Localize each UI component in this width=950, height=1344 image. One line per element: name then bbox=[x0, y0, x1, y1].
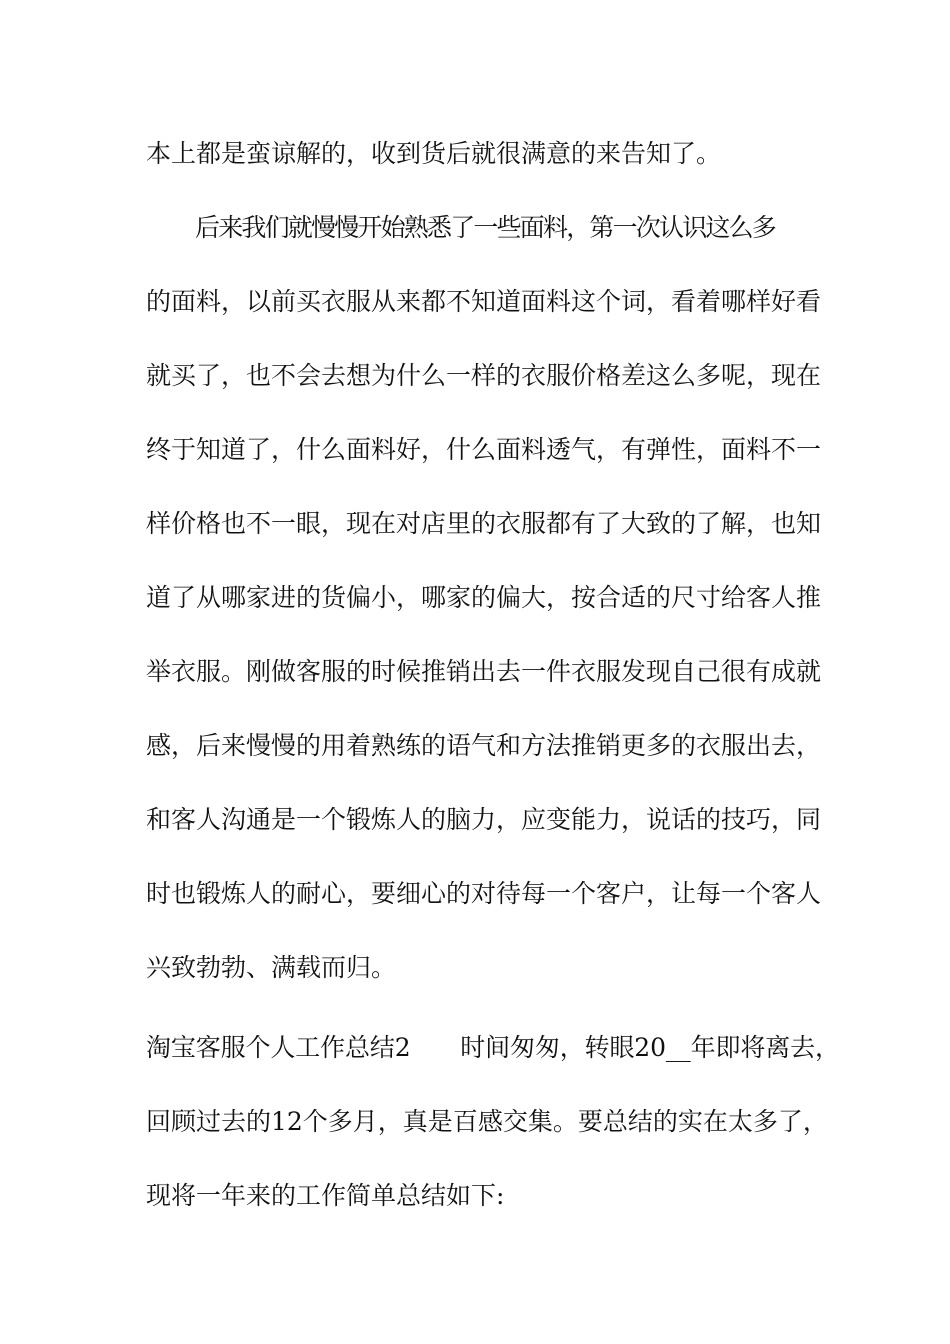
text-line: 本上都是蛮谅解的，收到货后就很满意的来告知了。 bbox=[146, 139, 722, 168]
text-line: 道了从哪家进的货偏小，哪家的偏大，按合适的尺寸给客人推 bbox=[146, 583, 822, 612]
section-heading-line: 淘宝客服个人工作总结2 时间匆匆，转眼20__年即将离去， bbox=[146, 1033, 840, 1062]
text-line: 的面料，以前买衣服从来都不知道面料这个词，看着哪样好看 bbox=[146, 287, 822, 316]
text-line: 现将一年来的工作简单总结如下: bbox=[146, 1181, 505, 1210]
text-line: 感，后来慢慢的用着熟练的语气和方法推销更多的衣服出去， bbox=[146, 731, 822, 760]
text-line: 时也锻炼人的耐心，要细心的对待每一个客户，让每一个客人 bbox=[146, 879, 822, 908]
text-line: 回顾过去的12个多月，真是百感交集。要总结的实在太多了， bbox=[146, 1107, 828, 1136]
paragraph-start-line: 后来我们就慢慢开始熟悉了一些面料，第一次认识这么多 bbox=[195, 213, 776, 242]
text-line: 样价格也不一眼，现在对店里的衣服都有了大致的了解，也知 bbox=[146, 509, 822, 538]
text-line: 就买了，也不会去想为什么一样的衣服价格差这么多呢，现在 bbox=[146, 361, 822, 390]
text-line: 举衣服。刚做客服的时候推销出去一件衣服发现自己很有成就 bbox=[146, 657, 822, 686]
text-line: 兴致勃勃、满载而归。 bbox=[146, 953, 397, 982]
text-line: 终于知道了，什么面料好，什么面料透气，有弹性，面料不一 bbox=[146, 435, 822, 464]
text-line: 和客人沟通是一个锻炼人的脑力，应变能力，说话的技巧，同 bbox=[146, 805, 822, 834]
